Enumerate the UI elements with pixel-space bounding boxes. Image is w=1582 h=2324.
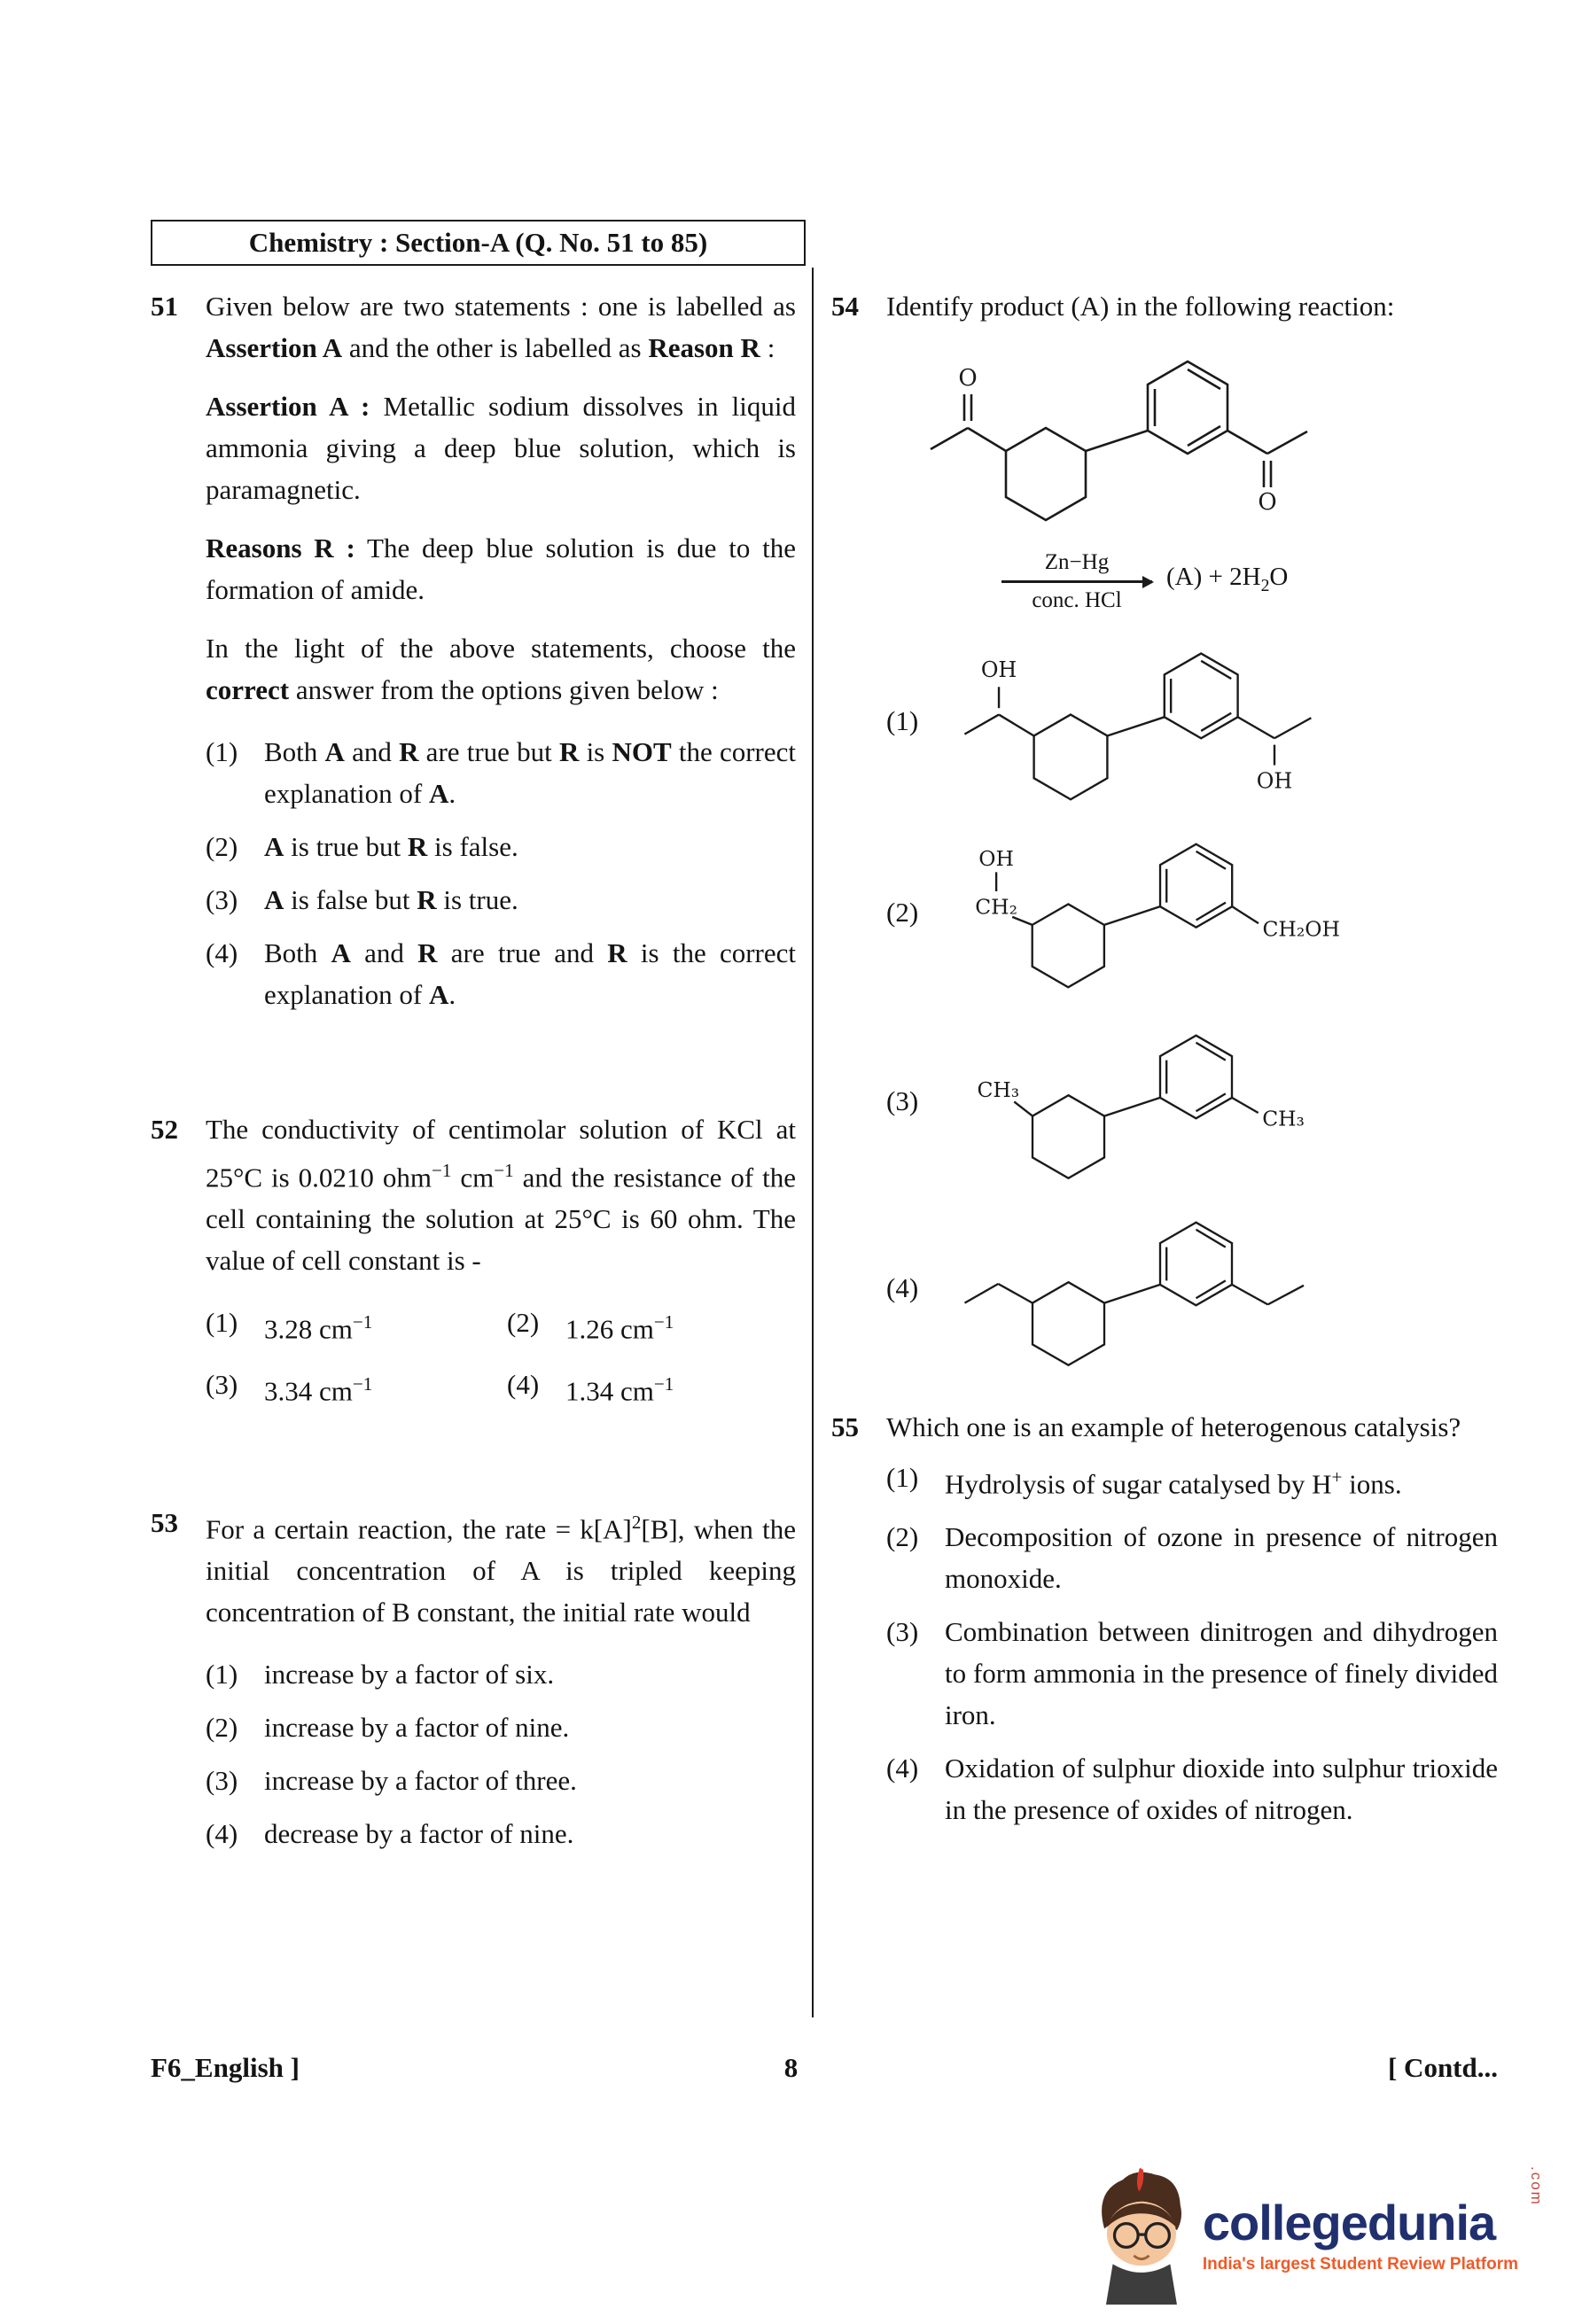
reaction-arrow-icon [1001,580,1152,583]
option-row [206,932,796,1015]
question-text: Which one is an example of heterogenous catalysis? [886,1411,1461,1442]
option-label: (4) [886,1272,919,1303]
option-label: (2) [886,1521,919,1553]
hydroxyl-label: OH [978,846,1014,872]
section-header [151,220,806,266]
footer-contd: [ Contd... [1387,2052,1498,2083]
question-53 [151,1502,796,1866]
cyclohexane-ring [1033,1282,1104,1365]
benzene-ring [1148,361,1227,454]
option-text: A is true but R is false. [264,831,518,862]
option-text: increase by a factor of nine. [264,1712,570,1744]
option-text: 1.34 $cm^{-1}$ [565,1372,674,1406]
structure-reactant [913,332,1356,540]
question-number: 53 [151,1506,178,1538]
oxygen-label: O [958,365,978,392]
methyl-label: CH₃ [977,1077,1020,1102]
reagent-below-arrow: conc. HCl [1032,588,1122,612]
ring-link-bond [1104,1098,1160,1116]
option-row [886,1457,1498,1504]
option-row [206,826,796,867]
option-text: A is false but R is true. [264,884,518,915]
question-body [886,1406,1498,1842]
question-text: The conductivity of centimolar solution of KCl at 25°C is 0.0210 ohm$^{-1}$ $cm^{-1}$ and the resistance of the cell containing the solution at 25°C is 60 ohm. The value of cell constant is - [206,1114,796,1277]
option-text: Both A and R are true and R is the correct explanation of A. [264,937,796,1010]
collegedunia-logo [1087,2159,1545,2312]
option-text: Decomposition of ozone in presence of nitrogen monoxide. [945,1521,1498,1595]
option-label: (1) [206,736,238,767]
option-row [206,879,796,921]
question-number: 54 [831,291,859,322]
methyl-left [977,1077,1033,1116]
benzene-ring [1160,1036,1232,1119]
option-text: 3.28 $cm^{-1}$ [264,1311,373,1345]
question-number: 51 [151,291,178,322]
option-text: increase by a factor of six. [264,1659,555,1691]
ring-link-bond [1104,906,1160,925]
hydroxymethyl-right [1232,906,1340,941]
question-number: 52 [151,1114,178,1145]
footer-page-number: 8 [783,2052,799,2083]
option-row [886,1611,1498,1736]
option-row [206,1302,507,1349]
arrow-stack [1001,549,1152,614]
hydroxyethyl-left [964,657,1033,735]
cyclohexane-ring [1033,1095,1104,1178]
option-text: 3.34 $cm^{-1}$ [264,1372,373,1406]
option-label: (1) [886,1462,919,1493]
brand-name: collegedunia [1202,2195,1496,2250]
option-label: (3) [886,1085,919,1116]
ethyl-left [965,1284,1033,1303]
option-label: (4) [206,1818,238,1850]
option-text: Combination between dinitrogen and dihydrogen to form ammonia in the presence of finely divided iron. [945,1616,1498,1731]
option-row [886,1009,1498,1193]
methyl-label: CH₃ [1262,1106,1305,1131]
reaction-product: $(A) + 2H_2O$ [1166,563,1289,595]
option-label: (2) [886,896,919,928]
mascot-shirt [1106,2264,1177,2305]
option-label: (2) [507,1307,540,1339]
option-row [206,1706,796,1748]
structure-option-1 [948,626,1356,814]
option-label: (2) [206,1712,238,1744]
reaction-conditions [1001,549,1498,614]
left-column [151,285,796,1866]
option-text: Hydrolysis of sugar catalysed by H+ ions. [945,1466,1402,1500]
option-row [886,1747,1498,1830]
hydroxyl-label: OH [1256,768,1293,794]
structure-option-3 [948,1009,1356,1193]
ch2oh-label: CH₂OH [1262,916,1340,942]
reagent-above-arrow: Zn−Hg [1044,550,1110,574]
question-body [206,1108,796,1411]
section-header-title: Chemistry : Section-A (Q. No. 51 to 85) [248,227,708,258]
reason-text: Reasons R : The deep blue solution is due to the formation of amide. [206,532,796,605]
question-number: 55 [831,1411,859,1442]
question-intro: Given below are two statements : one is labelled as Assertion A and the other is labelled as Reason R : [206,291,796,363]
option-text: decrease by a factor of nine. [264,1818,574,1850]
option-row [886,818,1498,1006]
acetyl-group-left [931,365,1006,451]
methyl-right [1232,1098,1305,1131]
brand-tld: .com [1528,2166,1545,2206]
question-text: For a certain reaction, the rate = $k[A]^2[B]$, when the initial concentration of A is tripled keeping concentration of B constant, the initial rate would [206,1511,797,1628]
option-row [886,626,1498,814]
option-row [507,1364,796,1411]
question-54 [831,285,1498,1383]
option-text: 1.26 $cm^{-1}$ [565,1311,674,1345]
question-intro: Identify product (A) in the following reaction: [886,291,1395,322]
option-text: increase by a factor of three. [264,1765,577,1797]
option-label: (3) [206,884,238,915]
question-body [206,285,796,1027]
option-row [886,1516,1498,1599]
option-label: (4) [886,1753,919,1784]
assertion-text: Assertion A : Metallic sodium dissolves in liquid ammonia giving a deep blue solution, which is paramagnetic. [206,391,797,505]
structure-option-2 [948,818,1356,1006]
benzene-ring [1160,1223,1232,1306]
option-row [206,1653,796,1695]
structure-option-4 [948,1196,1356,1380]
logo-text [1203,2196,1518,2274]
option-label: (3) [886,1616,919,1648]
options-grid [206,1302,796,1411]
option-row [206,1760,796,1801]
reactant-structure-wrap [913,332,1498,540]
methylene-label: CH₂ [975,894,1018,920]
ring-link-bond [1107,717,1164,735]
option-label: (2) [206,831,238,862]
option-row [206,731,796,814]
option-label: (3) [206,1765,238,1797]
option-label: (4) [206,937,238,968]
mascot-icon [1087,2159,1194,2312]
footer-booklet-code: F6_English ] [151,2052,300,2083]
option-label: (3) [206,1368,238,1400]
option-label: (1) [206,1659,238,1691]
right-column [831,285,1498,1842]
acetyl-group-right [1227,431,1307,516]
brand-tagline: India's largest Student Review Platform [1202,2255,1518,2273]
option-label: (1) [886,704,919,736]
option-label: (4) [507,1368,540,1400]
question-55 [831,1406,1498,1842]
option-row [886,1196,1498,1380]
question-body [886,285,1498,1383]
cyclohexane-ring [1034,715,1108,800]
option-text: Oxidation of sulphur dioxide into sulphur trioxide in the presence of oxides of nitrogen. [945,1753,1498,1826]
ring-link-bond [1104,1285,1160,1303]
question-52 [151,1108,796,1411]
option-text: Both A and R are true but R is NOT the correct explanation of A. [264,736,796,809]
option-row [507,1302,796,1349]
option-row [206,1813,796,1854]
question-body [206,1502,796,1866]
hydroxyethyl-right [1238,717,1312,793]
cyclohexane-ring [1006,428,1086,520]
column-divider [812,268,814,2017]
question-51 [151,285,796,1027]
option-label: (1) [206,1307,238,1339]
hydroxymethyl-left [975,846,1032,925]
oxygen-label: O [1258,489,1277,516]
cyclohexane-ring [1033,904,1104,987]
hydroxyl-label: OH [980,657,1017,683]
benzene-ring [1160,844,1232,928]
option-row [206,1364,507,1411]
ethyl-right [1232,1285,1304,1305]
benzene-ring [1165,654,1238,739]
closing-text: In the light of the above statements, choose the correct answer from the options given below : [206,633,796,705]
ring-link-bond [1086,431,1148,451]
